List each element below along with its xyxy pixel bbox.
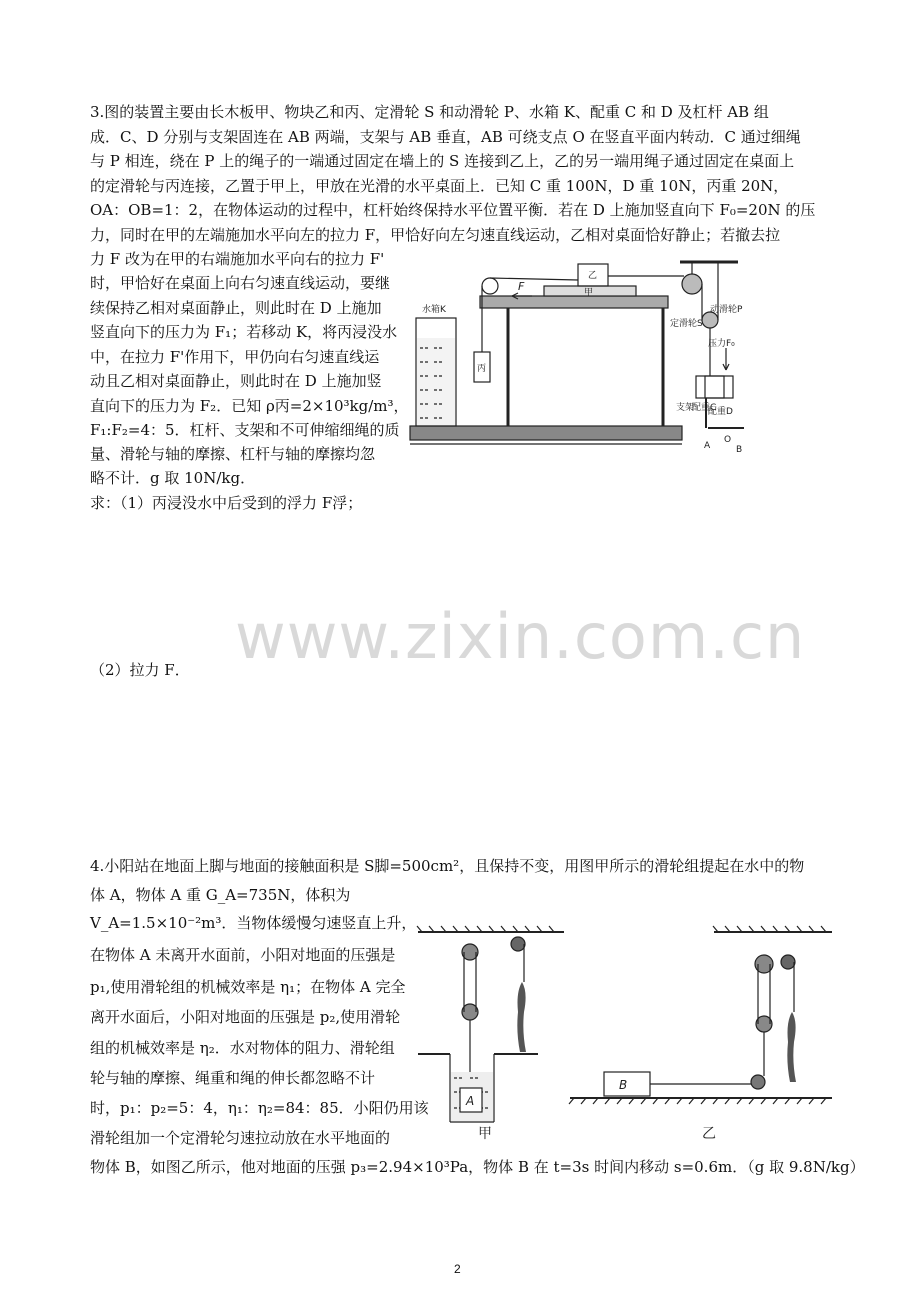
q4-line-2: 体 A，物体 A 重 G_A=735N，体积为 [90, 886, 351, 904]
label-weight-d: 配重D [708, 407, 733, 417]
ground-pulley-yi [751, 1075, 765, 1089]
caption-yi: 乙 [702, 1126, 716, 1142]
label-bing: 丙 [477, 364, 487, 374]
label-jia: 甲 [584, 288, 594, 298]
caption-jia: 甲 [478, 1126, 492, 1142]
label-pulley-p: 动滑轮P [710, 305, 743, 315]
q3-line-10: 竖直向下的压力为 F₁；若移动 K，将丙浸没水 [90, 323, 398, 341]
q3-line-14: F₁:F₂=4：5．杠杆、支架和不可伸缩细绳的质 [90, 421, 400, 439]
q3-line-6: 力，同时在甲的左端施加水平向左的拉力 F，甲恰好向左匀速直线运动，乙相对桌面恰好静止；若撤去拉 [90, 226, 781, 244]
label-bracket: 支架 [676, 403, 695, 413]
q4-line-11: 物体 B，如图乙所示，他对地面的压强 p₃=2.94×10³Pa，物体 B 在 t=3s 时间内移动 s=0.6m．（g 取 9.8N/kg） [90, 1158, 865, 1176]
q4-figure [414, 922, 834, 1142]
q3-line-2: 成．C、D 分别与支架固连在 AB 两端，支架与 AB 垂直，AB 可绕支点 O 在竖直平面内转动．C 通过细绳 [90, 128, 801, 146]
q4-line-3: V_A=1.5×10⁻²m³．当物体缓慢匀速竖直上升， [90, 914, 417, 932]
label-b: B [619, 1078, 628, 1092]
q3-line-13: 直向下的压力为 F₂．已知 ρ丙=2×10³kg/m³， [90, 397, 409, 415]
q3-figure [408, 258, 744, 458]
label-yi: 乙 [588, 271, 598, 281]
q4-line-9: 时，p₁：p₂=5：4，η₁：η₂=84：85．小阳仍用该 [90, 1099, 429, 1117]
q3-line-4: 的定滑轮与丙连接，乙置于甲上，甲放在光滑的水平桌面上．已知 C 重 100N，D 重 10N，丙重 20N， [90, 177, 789, 195]
q3-line-12: 动且乙相对桌面静止，则此时在 D 上施加竖 [90, 372, 382, 390]
q3-line-8: 时，甲恰好在桌面上向右匀速直线运动，要继 [90, 274, 391, 292]
q3-line-17: 求：（1）丙浸没水中后受到的浮力 F浮； [90, 494, 363, 512]
label-pulley-s: 定滑轮S [670, 319, 703, 329]
q4-line-7: 组的机械效率是 η₂．水对物体的阻力、滑轮组 [90, 1039, 395, 1057]
q3-line-7: 力 F 改为在甲的右端施加水平向右的拉力 F' [90, 250, 385, 268]
q3-line-11: 中，在拉力 F'作用下，甲仍向右匀速直线运 [90, 348, 380, 366]
label-force-f0: 压力F₀ [708, 339, 735, 349]
q4-line-8: 轮与轴的摩擦、绳重和绳的伸长都忽略不计 [90, 1069, 376, 1087]
label-weight-c: 配重C [692, 403, 717, 413]
q3-part2: （2）拉力 F． [90, 661, 190, 679]
q3-line-9: 续保持乙相对桌面静止，则此时在 D 上施加 [90, 299, 382, 317]
q3-line-16: 略不计．g 取 10N/kg． [90, 469, 256, 487]
watermark: www.zixin.com.cn [235, 600, 806, 673]
person-silhouette-jia [517, 982, 526, 1052]
q4-line-1: 4.小阳站在地面上脚与地面的接触面积是 S脚=500cm²，且保持不变，用图甲所示的滑轮组提起在水中的物 [90, 857, 805, 875]
weight-c [696, 376, 724, 398]
person-silhouette-yi [787, 1012, 796, 1082]
weight-d [705, 376, 733, 398]
label-force-f: F [518, 280, 525, 293]
q3-line-3: 与 P 相连，绕在 P 上的绳子的一端通过固定在墙上的 S 连接到乙上，乙的另一端用绳子通过固定在桌面上 [90, 152, 795, 170]
fixed-pulley-jia-2 [511, 937, 525, 951]
q3-line-15: 量、滑轮与轴的摩擦、杠杆与轴的摩擦均忽 [90, 445, 376, 463]
table-pulley [482, 278, 498, 294]
ground-slab [410, 426, 682, 440]
label-point-b: B [736, 445, 743, 455]
label-tank: 水箱K [422, 305, 446, 315]
q3-line-1: 3.图的装置主要由长木板甲、物块乙和丙、定滑轮 S 和动滑轮 P、水箱 K、配重 C 和 D 及杠杆 AB 组 [90, 103, 769, 121]
q4-line-6: 离开水面后，小阳对地面的压强是 p₂,使用滑轮 [90, 1008, 401, 1026]
label-a: A [466, 1094, 475, 1108]
q4-line-10: 滑轮组加一个定滑轮匀速拉动放在水平地面的 [90, 1129, 391, 1147]
q3-line-5: OA：OB=1：2，在物体运动的过程中，杠杆始终保持水平位置平衡．若在 D 上施加竖直向下 F₀=20N 的压 [90, 201, 816, 219]
label-point-a: A [704, 441, 711, 451]
fixed-pulley-yi-2 [781, 955, 795, 969]
q4-line-4: 在物体 A 未离开水面前，小阳对地面的压强是 [90, 946, 396, 964]
q4-line-5: p₁,使用滑轮组的机械效率是 η₁；在物体 A 完全 [90, 978, 406, 996]
page-number: 2 [454, 1262, 461, 1276]
table-top [480, 296, 668, 308]
fixed-pulley-s [682, 274, 702, 294]
label-point-o: O [724, 435, 732, 445]
